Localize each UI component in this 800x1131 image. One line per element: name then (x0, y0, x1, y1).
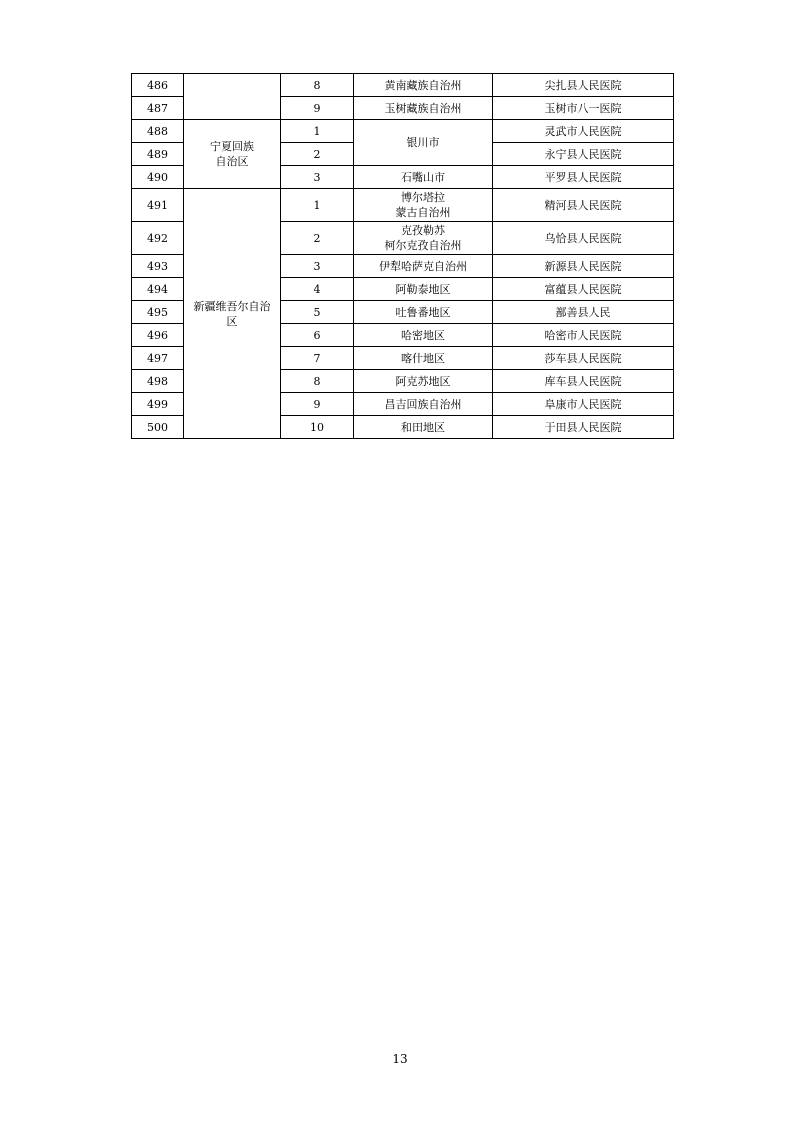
city-cell: 银川市 (354, 120, 493, 166)
sequence-number: 2 (281, 143, 354, 166)
row-number: 493 (132, 255, 184, 278)
city-cell: 吐鲁番地区 (354, 301, 493, 324)
row-number: 496 (132, 324, 184, 347)
hospital-cell: 阜康市人民医院 (493, 393, 674, 416)
province-label: 新疆维吾尔自治 区 (193, 299, 271, 328)
row-number: 498 (132, 370, 184, 393)
row-number: 490 (132, 166, 184, 189)
sequence-number: 1 (281, 120, 354, 143)
city-cell: 玉树藏族自治州 (354, 97, 493, 120)
hospital-cell: 莎车县人民医院 (493, 347, 674, 370)
province-cell-ningxia (184, 120, 281, 189)
sequence-number: 10 (281, 416, 354, 439)
hospital-cell: 于田县人民医院 (493, 416, 674, 439)
hospital-list-table (131, 73, 674, 439)
hospital-cell: 库车县人民医院 (493, 370, 674, 393)
row-number: 494 (132, 278, 184, 301)
hospital-cell: 永宁县人民医院 (493, 143, 674, 166)
hospital-cell: 鄯善县人民 (493, 301, 674, 324)
city-cell: 阿克苏地区 (354, 370, 493, 393)
sequence-number: 9 (281, 97, 354, 120)
city-cell: 和田地区 (354, 416, 493, 439)
sequence-number: 5 (281, 301, 354, 324)
row-number: 486 (132, 74, 184, 97)
hospital-cell: 灵武市人民医院 (493, 120, 674, 143)
page-number: 13 (392, 1052, 408, 1066)
sequence-number: 2 (281, 222, 354, 255)
hospital-cell: 平罗县人民医院 (493, 166, 674, 189)
row-number: 499 (132, 393, 184, 416)
table-row (132, 120, 674, 143)
sequence-number: 6 (281, 324, 354, 347)
hospital-cell: 尖扎县人民医院 (493, 74, 674, 97)
row-number: 488 (132, 120, 184, 143)
table-row (132, 74, 674, 97)
row-number: 497 (132, 347, 184, 370)
province-cell-xinjiang (184, 189, 281, 439)
sequence-number: 1 (281, 189, 354, 222)
hospital-cell: 新源县人民医院 (493, 255, 674, 278)
city-cell: 昌吉回族自治州 (354, 393, 493, 416)
city-cell: 伊犁哈萨克自治州 (354, 255, 493, 278)
sequence-number: 9 (281, 393, 354, 416)
hospital-cell: 精河县人民医院 (493, 189, 674, 222)
city-cell: 阿勒泰地区 (354, 278, 493, 301)
row-number: 491 (132, 189, 184, 222)
sequence-number: 8 (281, 370, 354, 393)
row-number: 487 (132, 97, 184, 120)
sequence-number: 3 (281, 166, 354, 189)
row-number: 492 (132, 222, 184, 255)
city-cell: 黄南藏族自治州 (354, 74, 493, 97)
city-cell: 克孜勒苏 柯尔克孜自治州 (354, 222, 493, 255)
city-cell: 哈密地区 (354, 324, 493, 347)
row-number: 500 (132, 416, 184, 439)
hospital-cell: 乌恰县人民医院 (493, 222, 674, 255)
province-label: 宁夏回族 自治区 (210, 140, 254, 168)
sequence-number: 4 (281, 278, 354, 301)
city-cell: 石嘴山市 (354, 166, 493, 189)
sequence-number: 7 (281, 347, 354, 370)
city-cell: 博尔塔拉 蒙古自治州 (354, 189, 493, 222)
city-cell: 喀什地区 (354, 347, 493, 370)
table-row (132, 189, 674, 222)
hospital-cell: 哈密市人民医院 (493, 324, 674, 347)
hospital-cell: 玉树市八一医院 (493, 97, 674, 120)
province-cell-continued (184, 74, 281, 120)
sequence-number: 8 (281, 74, 354, 97)
row-number: 495 (132, 301, 184, 324)
sequence-number: 3 (281, 255, 354, 278)
hospital-cell: 富蕴县人民医院 (493, 278, 674, 301)
row-number: 489 (132, 143, 184, 166)
